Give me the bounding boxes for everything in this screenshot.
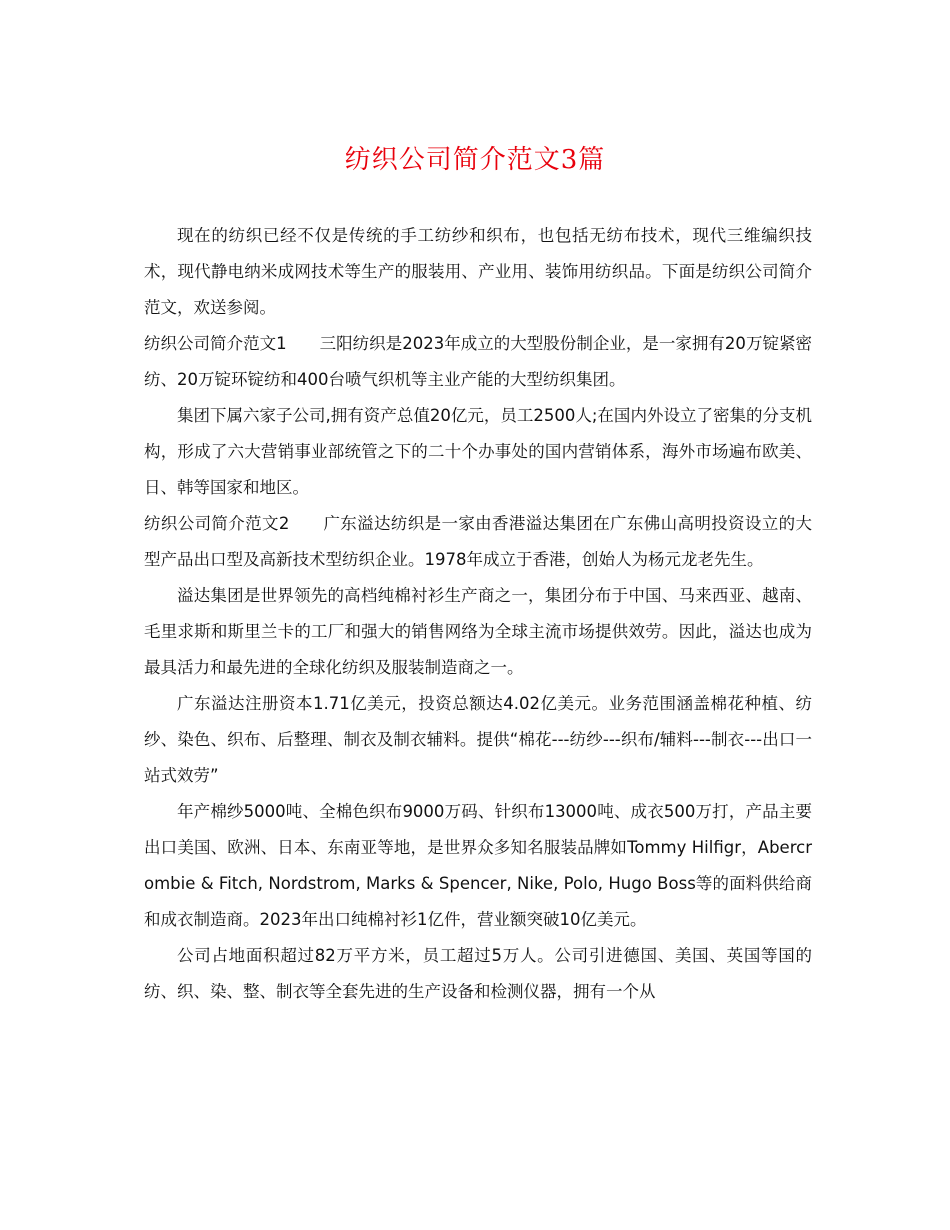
paragraph-sample-2-group: 溢达集团是世界领先的高档纯棉衬衫生产商之一，集团分布于中国、马来西亚、越南、毛里求斯和斯里兰卡的工厂和强大的销售网络为全球主流市场提供效劳。因此，溢达也成为最具活力和最先进的全球化纺织及服装制造商之一。	[144, 586, 812, 677]
paragraph-sample-1: 纺织公司简介范文1 三阳纺织是2023年成立的大型股份制企业，是一家拥有20万锭紧密纺、20万锭环锭纺和400台喷气织机等主业产能的大型纺织集团。	[144, 334, 812, 389]
paragraph-sample-2-area: 公司占地面积超过82万平方米，员工超过5万人。公司引进德国、美国、英国等国的纺、织、染、整、制衣等全套先进的生产设备和检测仪器，拥有一个从	[144, 946, 812, 1001]
paragraph-sample-2-output: 年产棉纱5000吨、全棉色织布9000万码、针织布13000吨、成衣500万打，产品主要出口美国、欧洲、日本、东南亚等地，是世界众多知名服装品牌如Tommy Hilfigr，Abercrombie & Fitch, Nordstrom, Marks & Spencer, Nike, Polo, Hugo Boss等的面料供给商和成衣制造商。2023年出口纯棉衬衫1亿件，营业额突破10亿美元。	[144, 802, 812, 929]
paragraph-intro: 现在的纺织已经不仅是传统的手工纺纱和织布，也包括无纺布技术，现代三维编织技术，现代静电纳米成网技术等生产的服装用、产业用、装饰用纺织品。下面是纺织公司简介范文，欢送参阅。	[144, 226, 812, 317]
paragraph-sample-2: 纺织公司简介范文2 广东溢达纺织是一家由香港溢达集团在广东佛山高明投资设立的大型产品出口型及高新技术型纺织企业。1978年成立于香港，创始人为杨元龙老先生。	[144, 514, 812, 569]
paragraph-sample-1-detail: 集团下属六家子公司,拥有资产总值20亿元，员工2500人;在国内外设立了密集的分支机构，形成了六大营销事业部统管之下的二十个办事处的国内营销体系，海外市场遍布欧美、日、韩等国家和地区。	[144, 406, 812, 497]
document-body	[144, 218, 812, 1010]
paragraph-sample-2-capital: 广东溢达注册资本1.71亿美元，投资总额达4.02亿美元。业务范围涵盖棉花种植、纺纱、染色、织布、后整理、制衣及制衣辅料。提供“棉花---纺纱---织布/辅料---制衣---出口一站式效劳”	[144, 694, 812, 785]
document-title: 纺织公司简介范文3篇	[344, 145, 606, 175]
